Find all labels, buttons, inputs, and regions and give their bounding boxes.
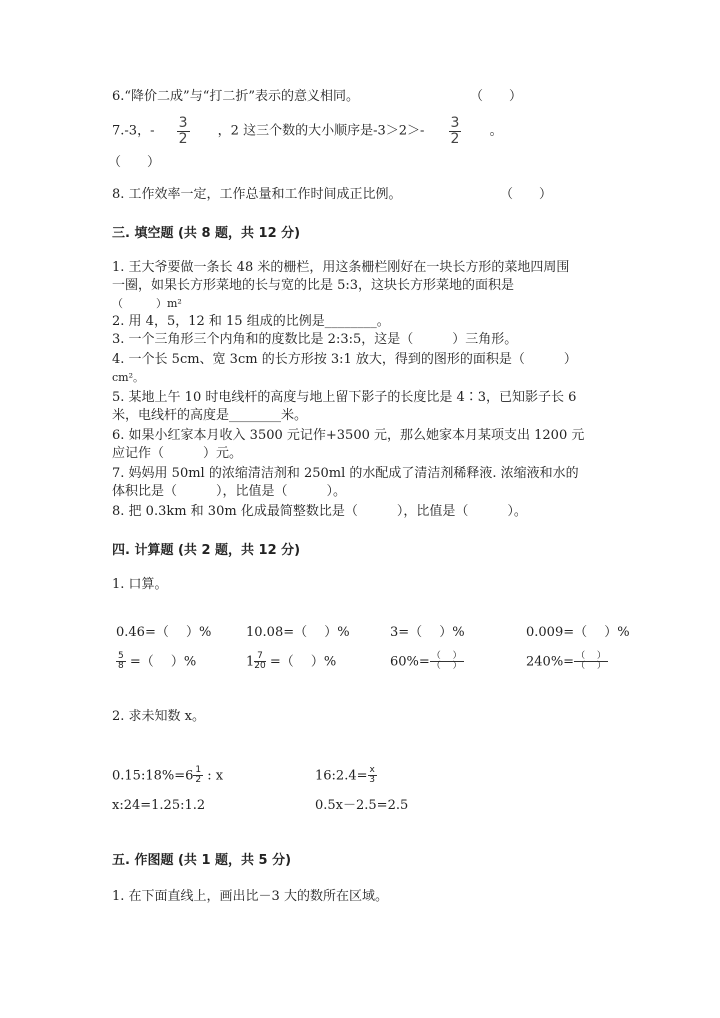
q7-fraction-2 [449, 116, 462, 146]
fill-line: 7. 妈妈用 50ml 的浓缩清洁剂和 250ml 的水配成了清洁剂稀释液. 浓缩液和水的 [112, 466, 579, 481]
oral-item: 0.46=（ ）% [116, 625, 212, 640]
oral-item [390, 652, 464, 672]
calc-q1: 1. 口算。 [112, 577, 168, 592]
calc-q2: 2. 求未知数 x。 [112, 709, 205, 724]
numerator: （ ） [431, 651, 462, 661]
fraction [254, 652, 265, 672]
q7-blank: （ ） [108, 155, 161, 170]
eq-text: 0.15:18%=6 [112, 768, 194, 784]
fill-line: 3. 一个三角形三个内角和的度数比是 2:3:5，这是（ ）三角形。 [112, 332, 518, 347]
q8-text: 8. 工作效率一定，工作总量和工作时间成正比例。 [112, 187, 402, 202]
denominator: （ ） [431, 661, 462, 672]
fill-line: 应记作（ ）元。 [112, 446, 243, 461]
denominator: （ ） [576, 661, 606, 672]
fill-line: 2. 用 4，5，12 和 15 组成的比例是________。 [112, 314, 390, 329]
denominator: 8 [118, 661, 124, 672]
fraction [193, 766, 203, 786]
blank-fraction [430, 652, 464, 672]
whole: 1 [246, 654, 255, 670]
q7-text-b: ，2 这三个数的大小顺序是-3＞2＞- [217, 123, 425, 139]
eq-text: 16:2.4= [315, 768, 368, 784]
judge-q7 [112, 116, 503, 146]
oral-tail: =（ ）% [265, 654, 337, 670]
oral-tail: =（ ）% [125, 654, 197, 670]
numerator: x [369, 765, 375, 775]
denominator: 2 [195, 775, 202, 786]
fill-line: （ ）m² [112, 297, 182, 310]
section-heading-fill: 三. 填空题 (共 8 题，共 12 分) [112, 226, 301, 241]
numerator: 7 [254, 652, 265, 662]
fill-line: 5. 某地上午 10 时电线杆的高度与地上留下影子的长度比是 4∶3，已知影子长 6 [112, 390, 577, 405]
numerator: （ ） [576, 651, 606, 661]
q8-blank: （ ） [500, 187, 553, 202]
oral-text: 240%= [526, 654, 575, 670]
oral-item: 0.009=（ ）% [526, 625, 630, 640]
fill-line: cm²。 [112, 371, 145, 384]
fill-line: 8. 把 0.3km 和 30m 化成最简整数比是（ ），比值是（ ）。 [112, 504, 527, 519]
oral-item [246, 652, 336, 672]
numerator: 1 [195, 765, 202, 775]
q7-text-c: 。 [489, 123, 503, 139]
fill-line: 6. 如果小红家本月收入 3500 元记作+3500 元，那么她家本月某项支出 1200 元 [112, 428, 585, 443]
fraction [368, 766, 377, 786]
denominator: 20 [254, 661, 266, 672]
q6-text: 6.“降价二成”与“打二折”表示的意义相同。 [112, 89, 359, 104]
judge-q8 [112, 186, 553, 204]
oral-item: 3=（ ）% [390, 625, 465, 640]
judge-q6 [112, 88, 523, 106]
denominator: 2 [178, 130, 188, 147]
draw-q1: 1. 在下面直线上，画出比－3 大的数所在区域。 [112, 889, 388, 904]
equation: x:24=1.25:1.2 [112, 798, 206, 813]
oral-item [526, 652, 608, 672]
fill-line: 米，电线杆的高度是________米。 [112, 408, 308, 423]
fill-line: 1. 王大爷要做一条长 48 米的栅栏，用这条栅栏刚好在一块长方形的菜地四周围 [112, 260, 570, 275]
denominator: 3 [369, 775, 376, 786]
fraction [116, 652, 126, 672]
section-heading-draw: 五. 作图题 (共 1 题，共 5 分) [112, 853, 292, 868]
blank-fraction [574, 652, 608, 672]
q6-blank: （ ） [470, 89, 523, 104]
denominator: 2 [450, 130, 460, 147]
numerator: 3 [178, 115, 188, 131]
q7-fraction [177, 116, 190, 146]
equation [112, 766, 223, 786]
oral-item: 10.08=（ ）% [246, 625, 350, 640]
section-heading-calc: 四. 计算题 (共 2 题，共 12 分) [112, 543, 301, 558]
equation: 0.5x－2.5=2.5 [315, 798, 409, 813]
numerator: 5 [118, 651, 124, 661]
fill-line: 体积比是（ ），比值是（ ）。 [112, 484, 347, 499]
equation [315, 766, 377, 786]
fill-line: 一圈，如果长方形菜地的长与宽的比是 5:3，这块长方形菜地的面积是 [112, 278, 515, 293]
fill-line: 4. 一个长 5cm、宽 3cm 的长方形按 3:1 放大，得到的图形的面积是（ ） [112, 352, 577, 367]
q7-text-a: 7.-3，- [112, 123, 155, 139]
oral-text: 60%= [390, 654, 430, 670]
oral-item [116, 652, 196, 672]
eq-text: : x [203, 768, 224, 784]
numerator: 3 [450, 115, 460, 131]
